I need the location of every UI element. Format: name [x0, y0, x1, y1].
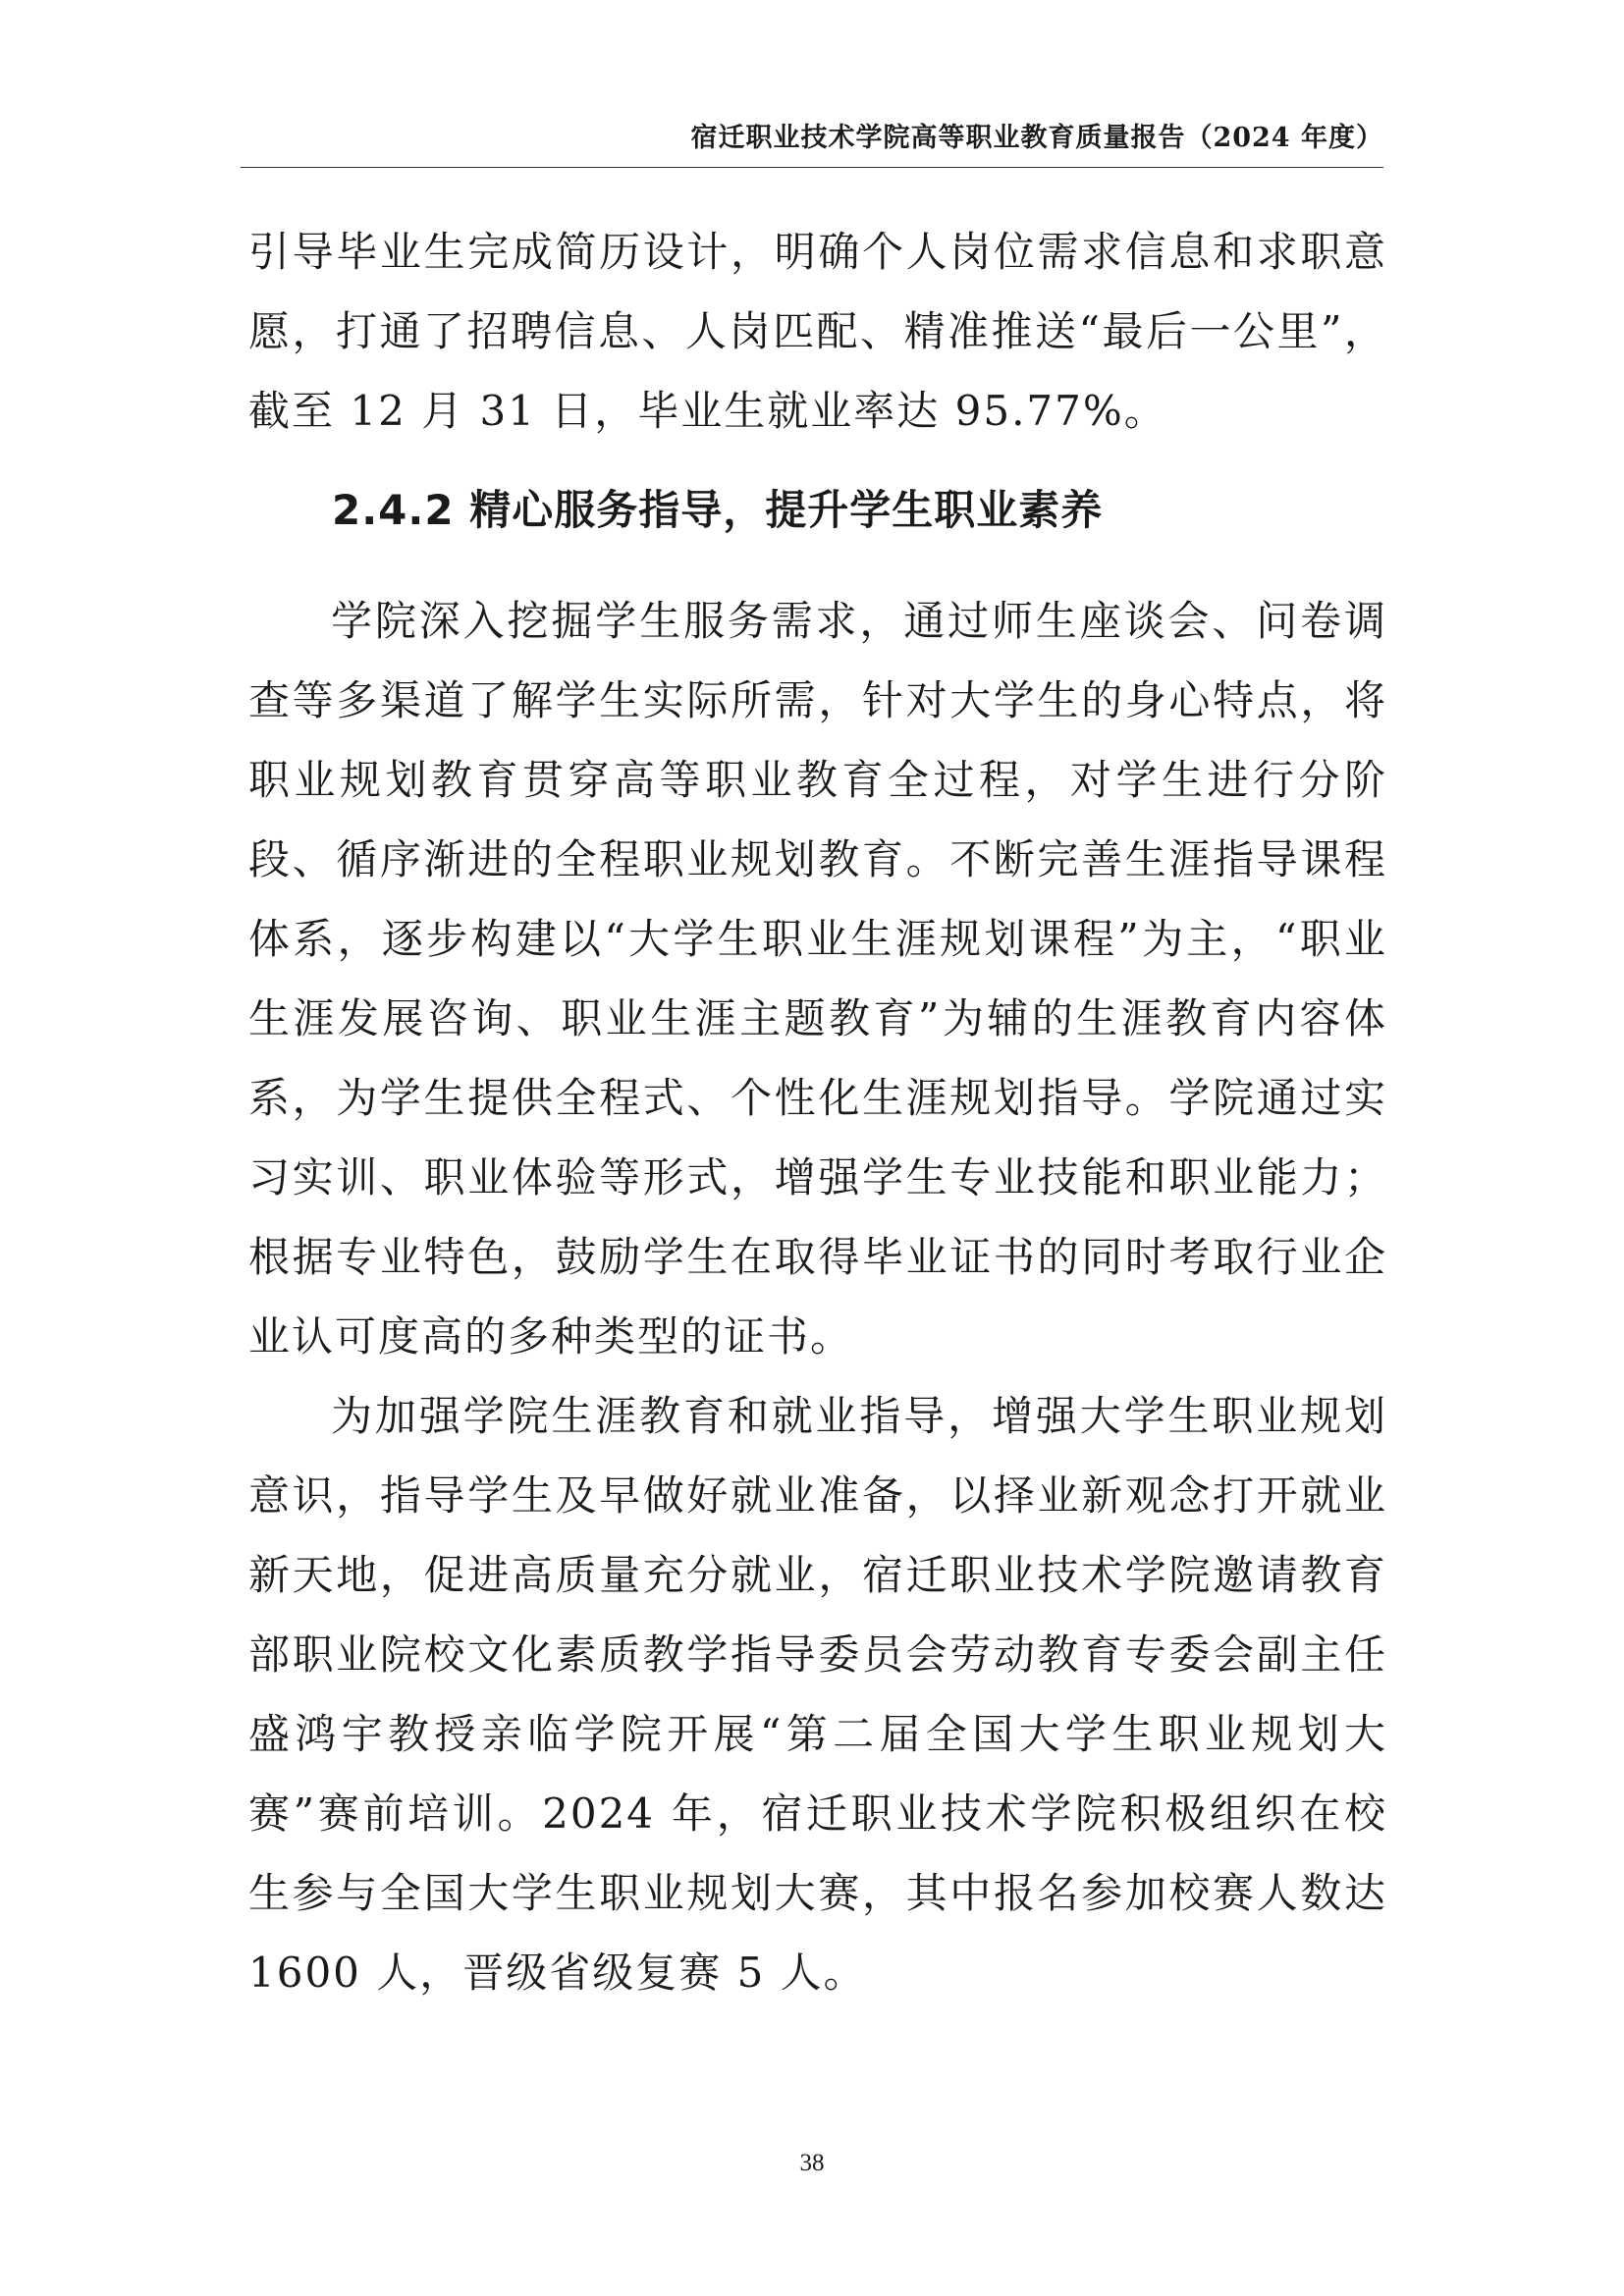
running-header: 宿迁职业技术学院高等职业教育质量报告（2024 年度） — [690, 123, 1383, 153]
section-heading: 2.4.2 精心服务指导，提升学生职业素养 — [332, 486, 1104, 534]
paragraph-service-guidance: 学院深入挖掘学生服务需求，通过师生座谈会、问卷调查等多渠道了解学生实际所需，针对大学生的身心特点，将职业规划教育贯穿高等职业教育全过程，对学生进行分阶段、循序渐进的全程职业规划教育。不断完善生涯指导课程体系，逐步构建以“大学生职业生涯规划课程”为主，“职业生涯发展咨询、职业生涯主题教育”为辅的生涯教育内容体系，为学生提供全程式、个性化生涯规划指导。学院通过实习实训、职业体验等形式，增强学生专业技能和职业能力；根据专业特色，鼓励学生在取得毕业证书的同时考取行业企业认可度高的多种类型的证书。 — [248, 597, 1387, 1361]
page-number: 38 — [799, 2150, 825, 2176]
paragraph-career-competition: 为加强学院生涯教育和就业指导，增强大学生职业规划意识，指导学生及早做好就业准备，以择业新观念打开就业新天地，促进高质量充分就业，宿迁职业技术学院邀请教育部职业院校文化素质教学指导委员会劳动教育专委会副主任盛鸿宇教授亲临学院开展“第二届全国大学生职业规划大赛”赛前培训。2024 年，宿迁职业技术学院积极组织在校生参与全国大学生职业规划大赛，其中报名参加校赛人数达 1600 人，晋级省级复赛 5 人。 — [248, 1392, 1387, 1997]
header-divider — [241, 167, 1383, 168]
page-body — [248, 212, 1387, 2012]
paragraph-intro-continuation: 引导毕业生完成简历设计，明确个人岗位需求信息和求职意愿，打通了招聘信息、人岗匹配、精准推送“最后一公里”，截至 12 月 31 日，毕业生就业率达 95.77%。 — [248, 228, 1387, 435]
